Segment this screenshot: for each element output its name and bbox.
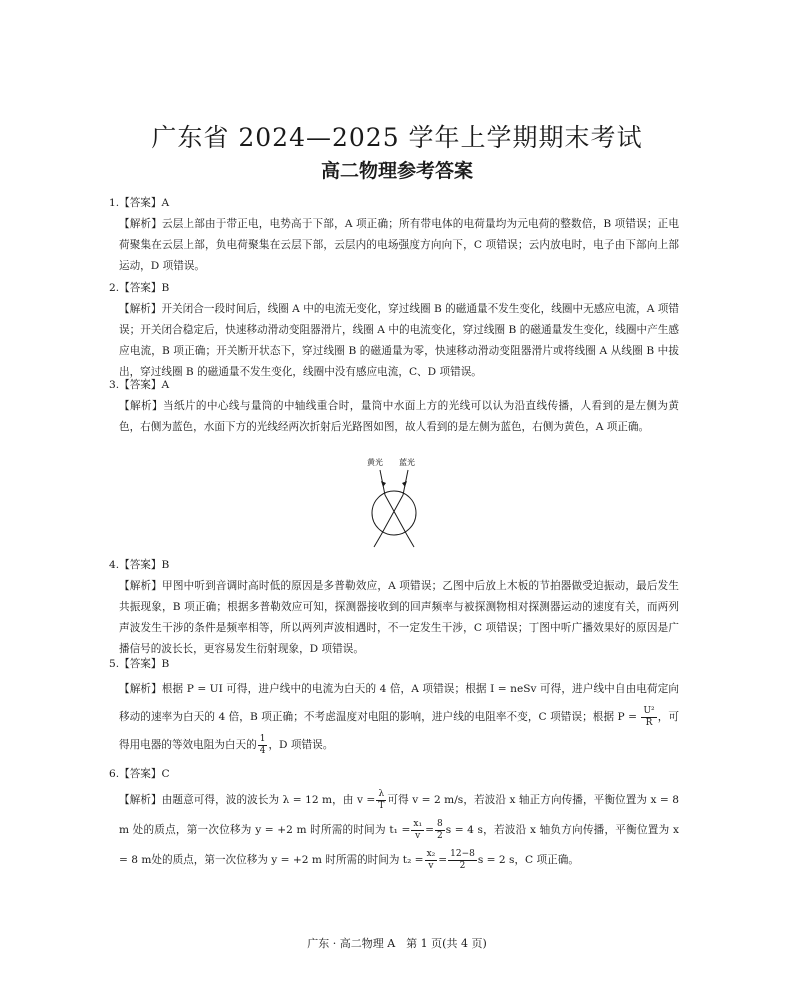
arrow-icon [402,481,407,487]
blue-ray-out [374,535,381,547]
question-2 [109,278,679,383]
analysis-text: 处的质点，第一次位移为 y = +2 m 时所需的时间为 t₁ = [132,824,411,836]
answer-label: 【答案】C [119,768,170,780]
fraction: $\frac{\text{x₁}}{v}$ [413,818,423,841]
fraction: $\frac{\text{U²}}{R}$ [643,705,655,728]
question-5 [109,654,679,759]
question-number: 1. [109,197,120,209]
light-path-diagram [352,455,432,555]
page-title: 广东省 2024—2025 学年上学期期末考试 [151,123,643,152]
page-footer: 广东 · 高二物理 A 第 1 页(共 4 页) [307,937,487,950]
blue-light-label: 蓝光 [399,458,415,467]
fraction: $\frac{\text{x₂}}{v}$ [426,848,436,871]
answer-label: 【答案】A [119,379,170,391]
answer-label: 【答案】B [119,282,170,294]
analysis-text: 【解析】开关闭合一段时间后，线圈 A 中的电流无变化，穿过线圈 B 的磁通量不发生变化，线圈中无感应电流，A 项错误；开关闭合稳定后，快速移动滑动变阻器滑片，线圈 A 中的电流变化，穿过线圈 B 的磁通量发生变化，线圈中产生感应电流，B 项正确；开关断开状态下，穿过线圈 B 的磁通量为零，快速移动滑动变阻器滑片或将线圈 A 从线圈 B 中拔出，穿过线圈 B 的磁通量不发生变化，线圈中没有感应电流，C、D 项错误。 [119,303,679,378]
question-number: 5. [109,658,120,670]
question-1 [109,193,679,277]
fraction: $\frac{12-8}{2}$ [450,848,475,871]
refraction-figure [352,455,432,555]
question-number: 6. [109,768,120,780]
cylinder-circle [372,491,416,535]
yellow-ray-refracted [385,495,407,535]
question-number: 4. [109,559,120,571]
analysis-text: s = 4 s，若波沿 x 轴负方向传播，平衡位置为 [445,824,670,836]
blue-ray-refracted [381,495,403,535]
arrow-icon [381,481,386,487]
question-6 [109,764,679,875]
fraction: $\frac{8}{2}$ [436,818,443,841]
analysis-text: 【解析】当纸片的中心线与量筒的中轴线重合时，量筒中水面上方的光线可以认为沿直线传播，人看到的是左侧为黄色，右侧为蓝色，水面下方的光线经两次折射后光路图如图，故人看到的是左侧为蓝色，右侧为黄色，A 项正确。 [119,400,679,433]
question-number: 3. [109,379,120,391]
analysis-text: 【解析】甲图中听到音调时高时低的原因是多普勒效应，A 项错误；乙图中后放上木板的节拍器做受迫振动，最后发生共振现象，B 项正确；根据多普勒效应可知，探测器接收到的回声频率与被探测物相对探测器运动的速度有关，而两列声波发生干涉的条件是频率相等，所以两列声波相遇时，不一定发生干涉，C 项错误；丁图中听广播效果好的原因是广播信号的波长长，更容易发生衍射现象，D 项错误。 [119,580,679,655]
answer-label: 【答案】B [119,658,170,670]
question-number: 2. [109,282,120,294]
page-subtitle: 高二物理参考答案 [320,160,473,182]
analysis-text: x = 8 m处的质点，第一次位移为 y = +2 m 时所需的时间为 t₂ = [119,824,679,866]
yellow-light-label: 黄光 [367,458,383,467]
analysis-text: ，D 项错误。 [268,739,334,751]
yellow-ray-out [407,535,414,547]
answer-label: 【答案】B [119,559,170,571]
answer-label: 【答案】A [119,197,170,209]
fraction: $\frac{1}{4}$ [259,733,266,756]
analysis-text: s = 2 s，C 项正确。 [477,854,579,866]
analysis-text: 【解析】由题意可得，波的波长为 λ = 12 m，由 v = [119,794,376,806]
analysis-text: = [425,824,434,836]
analysis-text: 【解析】根据 P = UI 可得，进户线中的电流为白天的 4 倍，A 项错误；根据 I = neSv 可得，进户线中自由电荷定向移动的速率为白天的 4 倍，B 项正确；不考虑温度对电阻的影响，进户线的电阻率不变，C 项错误；根据 P = [119,683,679,723]
analysis-text: = [438,854,448,866]
analysis-text: 可得 v = 2 m/s，若波沿 x 轴正方向传播，平衡位置为 x = 8 m [119,794,679,836]
fraction: $\frac{\lambda}{T}$ [378,788,385,811]
analysis-text: ，可得用电器的等效电阻为白天的 [119,711,680,751]
question-3 [109,375,679,438]
question-4 [109,555,679,660]
analysis-text: 【解析】云层上部由于带正电，电势高于下部，A 项正确；所有带电体的电荷量均为元电荷的整数倍，B 项错误；正电荷聚集在云层上部，负电荷聚集在云层下部，云层内的电场强度方向向下，C 项错误；云内放电时，电子由下部向上部运动，D 项错误。 [119,218,679,272]
